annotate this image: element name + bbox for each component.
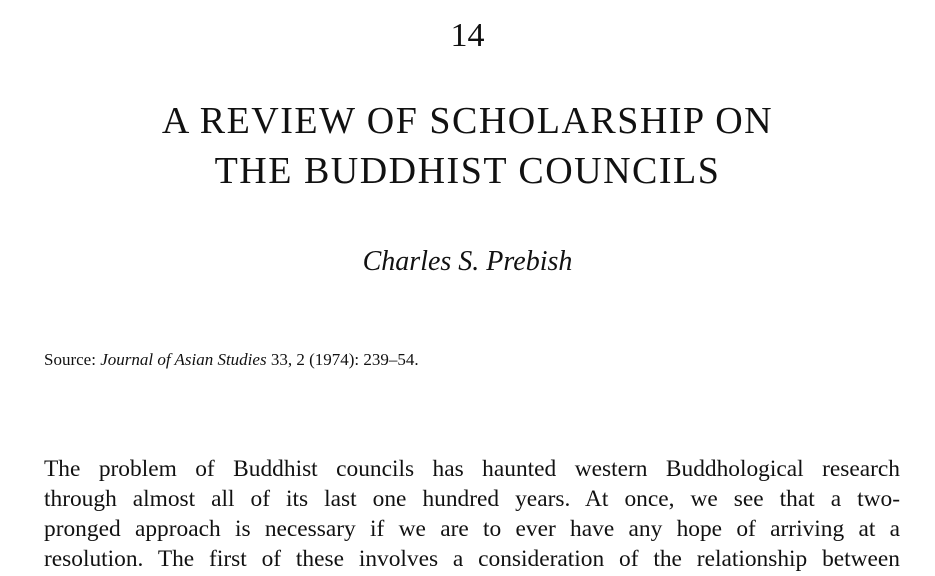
body-paragraph — [44, 454, 900, 574]
source-details: 33, 2 (1974): 239–54. — [266, 350, 419, 369]
source-citation — [44, 349, 419, 371]
chapter-title — [0, 96, 935, 196]
source-journal: Journal of Asian Studies — [100, 350, 267, 369]
body-line: resolution. The first of these involves a consideration of the relationship between — [44, 546, 900, 572]
body-line: pronged approach is necessary if we are to ever have any hope of arriving at a — [44, 516, 900, 542]
source-label: Source: — [44, 350, 101, 369]
chapter-number: 14 — [450, 17, 485, 54]
chapter-title-line-1: A REVIEW OF SCHOLARSHIP ON — [161, 100, 774, 142]
body-line: through almost all of its last one hundred years. At once, we see that a two- — [44, 486, 900, 512]
body-line: The problem of Buddhist councils has haunted western Buddhological research — [44, 456, 900, 482]
chapter-title-line-2: THE BUDDHIST COUNCILS — [214, 150, 721, 192]
author-name: Charles S. Prebish — [362, 246, 573, 277]
